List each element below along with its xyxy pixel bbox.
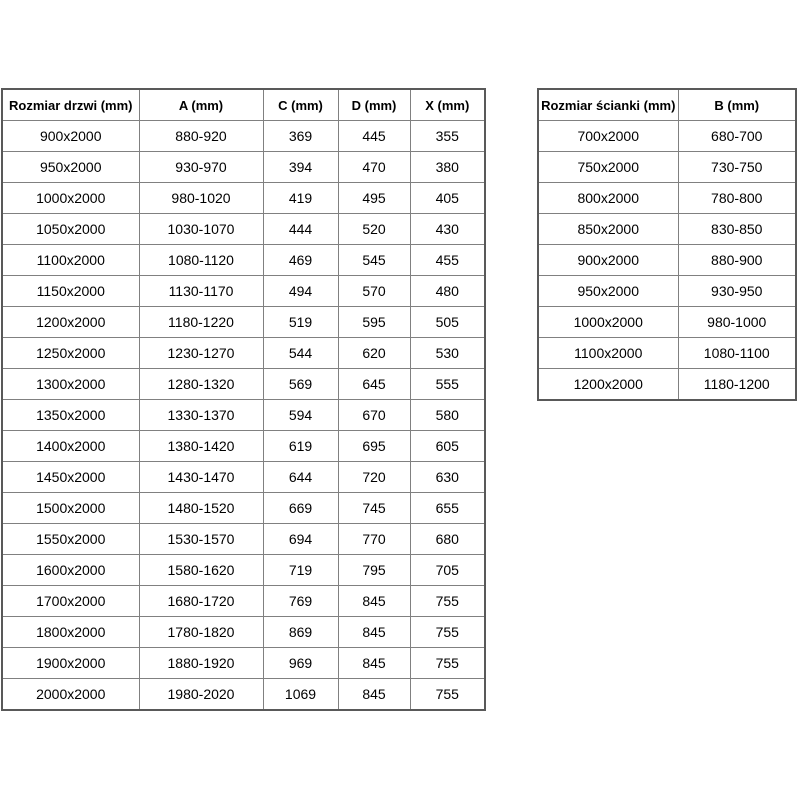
table-cell: 695 <box>338 431 410 462</box>
table-cell: 430 <box>410 214 485 245</box>
table-cell: 800x2000 <box>538 183 678 214</box>
table-cell: 444 <box>263 214 338 245</box>
table-cell: 1780-1820 <box>139 617 263 648</box>
table-cell: 2000x2000 <box>2 679 139 711</box>
table-cell: 1080-1120 <box>139 245 263 276</box>
table-cell: 705 <box>410 555 485 586</box>
table-cell: 1200x2000 <box>2 307 139 338</box>
table-cell: 700x2000 <box>538 121 678 152</box>
table-cell: 519 <box>263 307 338 338</box>
table-cell: 830-850 <box>678 214 796 245</box>
table-cell: 1000x2000 <box>2 183 139 214</box>
table-cell: 1700x2000 <box>2 586 139 617</box>
table-cell: 1800x2000 <box>2 617 139 648</box>
table-row <box>2 431 485 462</box>
table-cell: 570 <box>338 276 410 307</box>
wall-size-table-header <box>538 89 796 121</box>
table-cell: 1500x2000 <box>2 493 139 524</box>
table-row <box>2 400 485 431</box>
table-row <box>2 276 485 307</box>
header-row <box>538 89 796 121</box>
table-cell: 1980-2020 <box>139 679 263 711</box>
table-cell: 795 <box>338 555 410 586</box>
table-cell: 1280-1320 <box>139 369 263 400</box>
table-cell: 544 <box>263 338 338 369</box>
table-cell: 755 <box>410 679 485 711</box>
table-cell: 1450x2000 <box>2 462 139 493</box>
table-cell: 950x2000 <box>2 152 139 183</box>
wall-size-table <box>537 88 797 401</box>
table-cell: 1580-1620 <box>139 555 263 586</box>
table-row <box>538 245 796 276</box>
table-cell: 530 <box>410 338 485 369</box>
table-cell: 770 <box>338 524 410 555</box>
table-cell: 1380-1420 <box>139 431 263 462</box>
table-cell: 630 <box>410 462 485 493</box>
table-cell: 1069 <box>263 679 338 711</box>
table-cell: 480 <box>410 276 485 307</box>
table-cell: 1400x2000 <box>2 431 139 462</box>
table-cell: 1130-1170 <box>139 276 263 307</box>
door-size-table-body <box>2 121 485 711</box>
table-row <box>538 369 796 401</box>
table-row <box>2 152 485 183</box>
table-cell: 850x2000 <box>538 214 678 245</box>
column-header: A (mm) <box>139 89 263 121</box>
table-cell: 680 <box>410 524 485 555</box>
table-cell: 1300x2000 <box>2 369 139 400</box>
table-row <box>2 462 485 493</box>
table-cell: 1480-1520 <box>139 493 263 524</box>
table-cell: 645 <box>338 369 410 400</box>
table-cell: 755 <box>410 617 485 648</box>
table-row <box>2 183 485 214</box>
table-cell: 569 <box>263 369 338 400</box>
table-cell: 545 <box>338 245 410 276</box>
table-cell: 1330-1370 <box>139 400 263 431</box>
table-row <box>2 586 485 617</box>
table-row <box>538 152 796 183</box>
table-cell: 845 <box>338 679 410 711</box>
table-cell: 380 <box>410 152 485 183</box>
table-row <box>538 307 796 338</box>
table-row <box>538 338 796 369</box>
table-cell: 755 <box>410 648 485 679</box>
table-cell: 470 <box>338 152 410 183</box>
table-cell: 1530-1570 <box>139 524 263 555</box>
table-cell: 520 <box>338 214 410 245</box>
column-header: D (mm) <box>338 89 410 121</box>
table-row <box>2 617 485 648</box>
table-row <box>2 555 485 586</box>
table-row <box>2 679 485 711</box>
table-cell: 1180-1200 <box>678 369 796 401</box>
table-cell: 620 <box>338 338 410 369</box>
table-cell: 980-1020 <box>139 183 263 214</box>
header-row <box>2 89 485 121</box>
table-cell: 580 <box>410 400 485 431</box>
table-cell: 495 <box>338 183 410 214</box>
table-cell: 1600x2000 <box>2 555 139 586</box>
table-row <box>2 648 485 679</box>
column-header: Rozmiar ścianki (mm) <box>538 89 678 121</box>
table-cell: 719 <box>263 555 338 586</box>
table-row <box>2 493 485 524</box>
table-cell: 555 <box>410 369 485 400</box>
table-cell: 930-970 <box>139 152 263 183</box>
table-row <box>2 338 485 369</box>
table-cell: 369 <box>263 121 338 152</box>
table-cell: 1180-1220 <box>139 307 263 338</box>
table-cell: 845 <box>338 586 410 617</box>
table-cell: 950x2000 <box>538 276 678 307</box>
wall-size-table-body <box>538 121 796 401</box>
table-cell: 1150x2000 <box>2 276 139 307</box>
table-cell: 1080-1100 <box>678 338 796 369</box>
table-cell: 880-900 <box>678 245 796 276</box>
table-cell: 1680-1720 <box>139 586 263 617</box>
table-cell: 1250x2000 <box>2 338 139 369</box>
table-cell: 469 <box>263 245 338 276</box>
table-cell: 355 <box>410 121 485 152</box>
table-cell: 755 <box>410 586 485 617</box>
table-cell: 720 <box>338 462 410 493</box>
table-row <box>538 214 796 245</box>
table-cell: 1050x2000 <box>2 214 139 245</box>
table-cell: 1030-1070 <box>139 214 263 245</box>
table-cell: 1100x2000 <box>538 338 678 369</box>
table-cell: 769 <box>263 586 338 617</box>
table-cell: 1100x2000 <box>2 245 139 276</box>
door-size-table <box>1 88 486 711</box>
table-cell: 595 <box>338 307 410 338</box>
table-cell: 750x2000 <box>538 152 678 183</box>
table-cell: 394 <box>263 152 338 183</box>
table-cell: 670 <box>338 400 410 431</box>
table-row <box>2 121 485 152</box>
table-cell: 845 <box>338 617 410 648</box>
table-cell: 694 <box>263 524 338 555</box>
table-cell: 730-750 <box>678 152 796 183</box>
table-cell: 594 <box>263 400 338 431</box>
door-size-table-header <box>2 89 485 121</box>
table-cell: 405 <box>410 183 485 214</box>
table-cell: 900x2000 <box>538 245 678 276</box>
table-cell: 1200x2000 <box>538 369 678 401</box>
table-row <box>2 245 485 276</box>
table-cell: 1550x2000 <box>2 524 139 555</box>
table-cell: 1350x2000 <box>2 400 139 431</box>
table-cell: 494 <box>263 276 338 307</box>
table-row <box>2 524 485 555</box>
table-cell: 869 <box>263 617 338 648</box>
table-cell: 680-700 <box>678 121 796 152</box>
table-cell: 880-920 <box>139 121 263 152</box>
table-cell: 505 <box>410 307 485 338</box>
table-cell: 1230-1270 <box>139 338 263 369</box>
column-header: B (mm) <box>678 89 796 121</box>
table-row <box>538 276 796 307</box>
table-cell: 780-800 <box>678 183 796 214</box>
table-cell: 669 <box>263 493 338 524</box>
table-cell: 1900x2000 <box>2 648 139 679</box>
table-cell: 900x2000 <box>2 121 139 152</box>
table-row <box>538 183 796 214</box>
table-cell: 419 <box>263 183 338 214</box>
table-cell: 745 <box>338 493 410 524</box>
table-cell: 644 <box>263 462 338 493</box>
table-cell: 845 <box>338 648 410 679</box>
column-header: C (mm) <box>263 89 338 121</box>
table-row <box>2 307 485 338</box>
column-header: Rozmiar drzwi (mm) <box>2 89 139 121</box>
table-row <box>538 121 796 152</box>
table-cell: 980-1000 <box>678 307 796 338</box>
table-cell: 1000x2000 <box>538 307 678 338</box>
table-cell: 619 <box>263 431 338 462</box>
column-header: X (mm) <box>410 89 485 121</box>
table-row <box>2 214 485 245</box>
table-cell: 605 <box>410 431 485 462</box>
table-cell: 969 <box>263 648 338 679</box>
table-cell: 1880-1920 <box>139 648 263 679</box>
table-row <box>2 369 485 400</box>
table-cell: 930-950 <box>678 276 796 307</box>
table-cell: 655 <box>410 493 485 524</box>
table-cell: 455 <box>410 245 485 276</box>
table-cell: 1430-1470 <box>139 462 263 493</box>
table-cell: 445 <box>338 121 410 152</box>
